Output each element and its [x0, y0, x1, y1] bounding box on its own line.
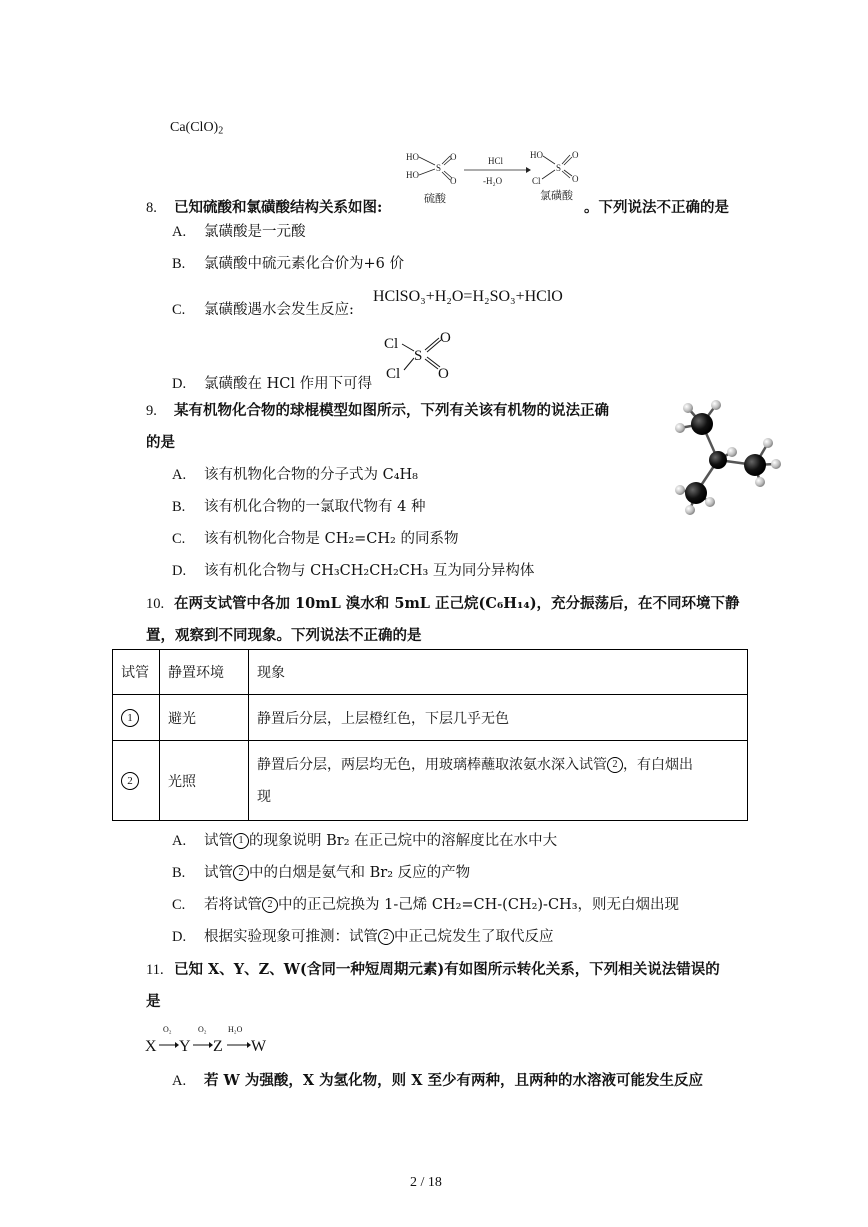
table-header-row: [113, 650, 748, 695]
header-environment: 静置环境: [160, 650, 249, 695]
right-cl: Cl: [532, 176, 541, 186]
q9-option-d[interactable]: D. 该有机化合物与 CH₃CH₂CH₂CH₃ 互为同分异构体: [172, 563, 535, 579]
q11-stem: 11. 已知 X、Y、Z、W(含同一种短周期元素)有如图所示转化关系，下列相关说法错误的: [146, 961, 720, 978]
q9-stem-2: 的是: [146, 434, 175, 451]
q8-d-structure: [380, 326, 460, 384]
left-o-2: O: [450, 176, 457, 186]
page-number: 2 / 18: [410, 1175, 442, 1190]
species-y: Y: [179, 1038, 191, 1055]
row-2-tube: 2: [113, 741, 160, 821]
row-1-env: 避光: [160, 695, 249, 741]
right-name: 氯磺酸: [540, 190, 573, 202]
q8-option-d[interactable]: D. 氯磺酸在 HCl 作用下可得: [172, 376, 373, 392]
table-row: [113, 741, 748, 821]
species-x: X: [145, 1038, 157, 1055]
reagent-3: H₂O: [228, 1025, 243, 1034]
q8-option-b[interactable]: B. 氯磺酸中硫元素化合价为+6 价: [172, 256, 404, 272]
q10-stem: 10. 在两支试管中各加 10mL 溴水和 5mL 正己烷(C₆H₁₄)，充分振荡后，在不同环境下静: [146, 595, 740, 612]
q11-stem-2: 是: [146, 993, 161, 1010]
row-2-phenomenon: 静置后分层，两层均无色，用玻璃棒蘸取浓氨水深入试管 2 ，有白烟出 现: [249, 741, 748, 821]
d-o-2: O: [438, 366, 449, 382]
reagent-2: O₂: [198, 1025, 207, 1034]
table-row: [113, 695, 748, 741]
q9-option-c[interactable]: C. 该有机物化合物是 CH₂=CH₂ 的同系物: [172, 531, 459, 547]
q9-ball-stick-model: [670, 398, 790, 518]
q8-option-c-equation: HClSO₃+H₂O=H₂SO₃+HClO: [373, 288, 563, 305]
reagent-top: HCl: [488, 156, 504, 166]
q10-option-d[interactable]: D. 根据实验现象可推测：试管 2 中正己烷发生了取代反应: [172, 929, 554, 945]
left-s: S: [436, 163, 442, 173]
right-ho: HO: [530, 150, 543, 160]
d-o-1: O: [440, 330, 451, 346]
q10-option-c[interactable]: C. 若将试管 2 中的正己烷换为 1-己烯 CH₂=CH-(CH₂)-CH₃，则无白烟出现: [172, 897, 679, 913]
q8-stem-end: 。下列说法不正确的是: [584, 199, 729, 216]
d-cl-1: Cl: [384, 336, 399, 352]
row-2-env: 光照: [160, 741, 249, 821]
right-o-2: O: [572, 174, 579, 184]
q11-conversion-chain: [145, 1022, 275, 1058]
q10-option-a[interactable]: A. 试管 1 的现象说明 Br₂ 在正己烷中的溶解度比在水中大: [172, 833, 558, 849]
q9-stem: 9. 某有机物化合物的球棍模型如图所示，下列有关该有机物的说法正确: [146, 402, 609, 419]
q8-structure-diagram: [400, 142, 600, 208]
q10-experiment-table: [112, 649, 748, 821]
q10-stem-2: 置，观察到不同现象。下列说法不正确的是: [146, 627, 422, 644]
reagent-bottom: -H₂O: [483, 176, 503, 186]
q10-option-b[interactable]: B. 试管 2 中的白烟是氨气和 Br₂ 反应的产物: [172, 865, 471, 881]
q8-option-a[interactable]: A. 氯磺酸是一元酸: [172, 224, 306, 240]
q9-option-a[interactable]: A. 该有机物化合物的分子式为 C₄H₈: [172, 467, 418, 483]
row-1-phenomenon: 静置后分层，上层橙红色，下层几乎无色: [249, 695, 748, 741]
q8-stem: 8. 已知硫酸和氯磺酸结构关系如图:: [146, 199, 383, 216]
species-w: W: [251, 1038, 267, 1055]
prev-formula: $Ca(ClO)_2$: [170, 120, 224, 137]
species-z: Z: [213, 1038, 223, 1055]
right-o-1: O: [572, 150, 579, 160]
header-tube: 试管: [113, 650, 160, 695]
left-ho-2: HO: [406, 170, 419, 180]
header-phenomenon: 现象: [249, 650, 748, 695]
d-cl-2: Cl: [386, 366, 401, 382]
q8-option-c[interactable]: C. 氯磺酸遇水会发生反应:: [172, 302, 354, 318]
left-name: 硫酸: [424, 193, 446, 205]
left-ho-1: HO: [406, 152, 419, 162]
left-o-1: O: [450, 152, 457, 162]
row-1-tube: 1: [113, 695, 160, 741]
right-s: S: [556, 163, 562, 173]
d-s: S: [414, 348, 423, 364]
q11-option-a[interactable]: A. 若 W 为强酸，X 为氢化物，则 X 至少有两种，且两种的水溶液可能发生反应: [172, 1072, 704, 1089]
reagent-1: O₂: [163, 1025, 172, 1034]
q9-option-b[interactable]: B. 该有机化合物的一氯取代物有 4 种: [172, 499, 426, 515]
